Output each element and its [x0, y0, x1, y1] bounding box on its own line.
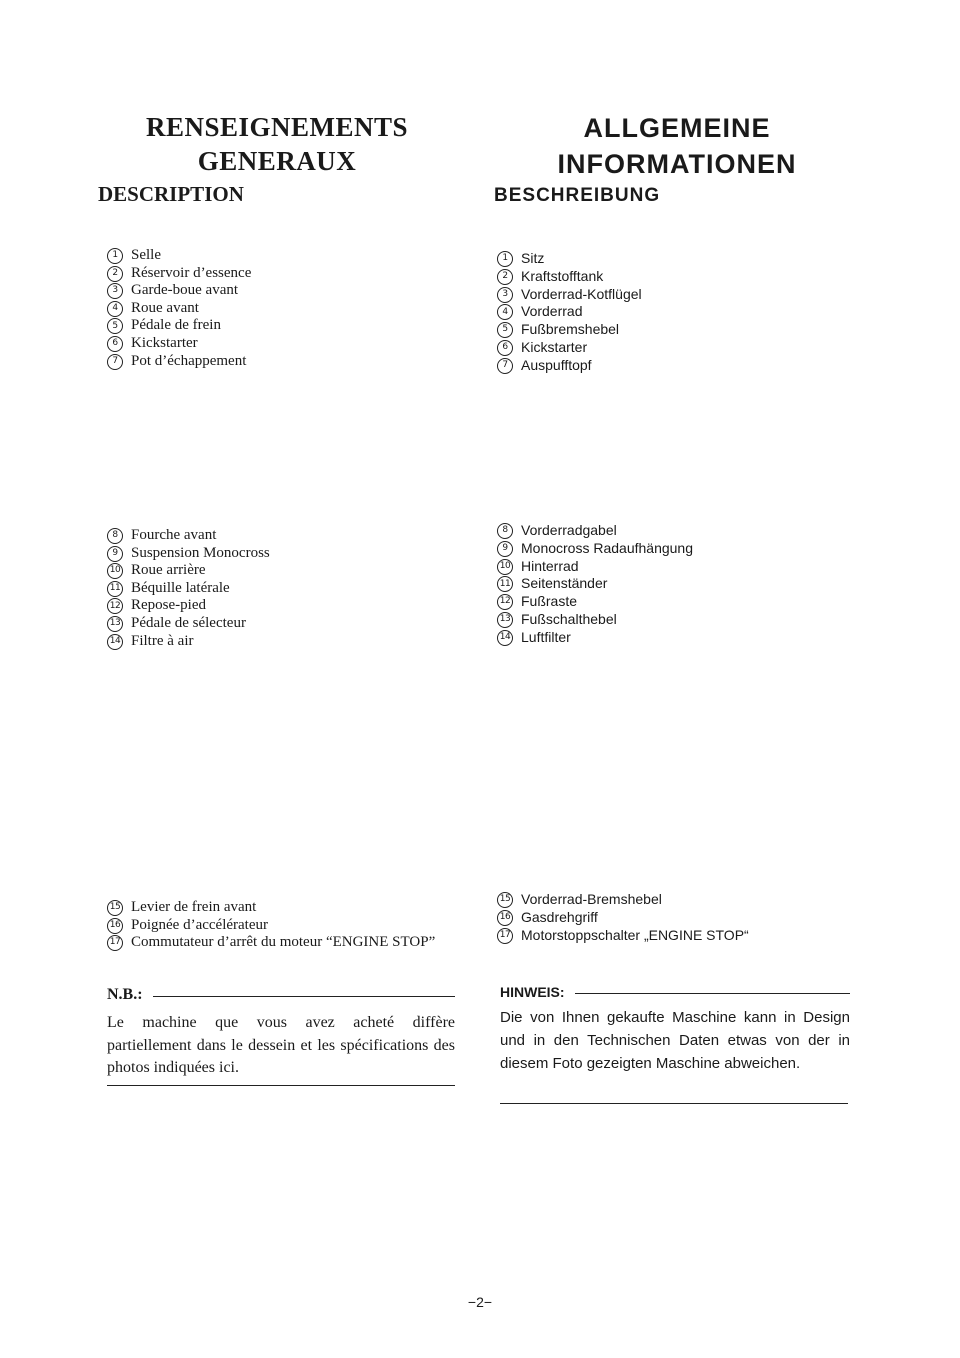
legend-item	[107, 562, 270, 580]
callout-number-icon: 11	[107, 581, 123, 597]
french-note-heading	[107, 986, 455, 1004]
legend-item	[497, 629, 693, 647]
legend-item	[107, 317, 251, 335]
divider	[500, 1103, 848, 1104]
legend-label: Fußraste	[521, 593, 578, 610]
callout-number-icon: 1	[497, 251, 513, 267]
legend-item	[497, 339, 642, 357]
legend-label: Hinterrad	[521, 557, 579, 574]
legend-label: Pédale de sélecteur	[131, 614, 246, 631]
legend-item	[497, 321, 642, 339]
legend-label: Vorderrad	[521, 303, 583, 320]
callout-number-icon: 8	[497, 523, 513, 539]
callout-number-icon: 14	[107, 634, 123, 650]
callout-number-icon: 17	[107, 935, 123, 951]
german-title-line-1: ALLGEMEINE	[583, 113, 771, 143]
legend-label: Poignée d’accélérateur	[131, 916, 268, 933]
legend-item	[497, 891, 749, 909]
german-note-heading	[500, 984, 850, 1000]
callout-number-icon: 12	[497, 594, 513, 610]
legend-item	[497, 611, 693, 629]
callout-number-icon: 8	[107, 528, 123, 544]
legend-label: Réservoir d’essence	[131, 264, 252, 281]
german-legend-group-3	[497, 891, 749, 944]
legend-label: Sitz	[521, 250, 545, 266]
legend-label: Selle	[131, 247, 161, 263]
legend-item	[497, 522, 693, 540]
legend-label: Seitenständer	[521, 575, 608, 592]
german-note-text: Die von Ihnen gekaufte Maschine kann in Design und in den Technischen Daten etwas von der in diesem Foto gezeigten Maschine abweichen.	[500, 1009, 850, 1072]
french-legend-group-3	[107, 899, 455, 952]
callout-number-icon: 15	[497, 892, 513, 908]
callout-number-icon: 11	[497, 576, 513, 592]
legend-label: Auspufftopf	[521, 356, 592, 373]
callout-number-icon: 7	[497, 358, 513, 374]
legend-label: Gasdrehgriff	[521, 908, 598, 925]
legend-label: Roue arrière	[131, 562, 206, 579]
divider	[107, 1085, 455, 1086]
callout-number-icon: 10	[107, 563, 123, 579]
legend-item	[497, 268, 642, 286]
legend-item	[107, 934, 455, 952]
legend-label: Fourche avant	[131, 527, 217, 543]
french-legend-group-2	[107, 527, 270, 650]
legend-label: Fußbremshebel	[521, 321, 620, 338]
callout-number-icon: 3	[107, 283, 123, 299]
legend-item	[497, 250, 642, 268]
legend-label: Levier de frein avant	[131, 899, 257, 915]
legend-item	[497, 593, 693, 611]
legend-item	[107, 282, 251, 300]
legend-item	[107, 335, 251, 353]
legend-label: Kickstarter	[521, 338, 588, 355]
callout-number-icon: 5	[497, 322, 513, 338]
legend-item	[497, 909, 749, 927]
callout-number-icon: 16	[497, 910, 513, 926]
callout-number-icon: 6	[107, 336, 123, 352]
legend-item	[107, 597, 270, 615]
callout-number-icon: 17	[497, 928, 513, 944]
legend-label: Repose-pied	[131, 597, 206, 614]
divider	[153, 996, 455, 997]
legend-label: Motorstoppschalter „ENGINE STOP“	[521, 926, 749, 943]
german-title-line-2: INFORMATIONEN	[557, 149, 797, 179]
french-title-line-1: RENSEIGNEMENTS	[145, 112, 409, 142]
legend-label: Luftfilter	[521, 628, 571, 645]
legend-item	[107, 300, 251, 318]
callout-number-icon: 4	[497, 304, 513, 320]
german-legend-group-1	[497, 250, 642, 375]
callout-number-icon: 2	[107, 266, 123, 282]
callout-number-icon: 9	[107, 546, 123, 562]
legend-label: Suspension Monocross	[131, 544, 270, 561]
callout-number-icon: 9	[497, 541, 513, 557]
callout-number-icon: 5	[107, 318, 123, 334]
legend-label: Vorderrad-Bremshebel	[521, 891, 662, 907]
callout-number-icon: 3	[497, 287, 513, 303]
legend-item	[107, 633, 270, 651]
callout-number-icon: 16	[107, 918, 123, 934]
callout-number-icon: 14	[497, 630, 513, 646]
callout-number-icon: 12	[107, 598, 123, 614]
german-subtitle: BESCHREIBUNG	[494, 185, 661, 206]
legend-item	[497, 558, 693, 576]
german-legend-group-2	[497, 522, 693, 647]
german-note-label: HINWEIS:	[500, 984, 565, 1000]
french-subtitle: DESCRIPTION	[98, 182, 244, 206]
legend-label: Vorderrad-Kotflügel	[521, 285, 642, 302]
legend-item	[107, 265, 251, 283]
callout-number-icon: 6	[497, 340, 513, 356]
callout-number-icon: 15	[107, 900, 123, 916]
french-note-text: Le machine que vous avez acheté diffère partiellement dans le dessein et les spécifications des photos indiquées ici.	[107, 1014, 455, 1076]
legend-item	[107, 527, 270, 545]
legend-item	[497, 540, 693, 558]
callout-number-icon: 13	[497, 612, 513, 628]
legend-item	[497, 575, 693, 593]
legend-label: Vorderradgabel	[521, 522, 617, 538]
legend-item	[497, 357, 642, 375]
callout-number-icon: 1	[107, 248, 123, 264]
legend-label: Pot d’échappement	[131, 352, 247, 369]
legend-label: Roue avant	[131, 299, 199, 316]
legend-item	[107, 615, 270, 633]
legend-item	[107, 580, 270, 598]
legend-label: Kickstarter	[131, 334, 198, 351]
legend-item	[497, 303, 642, 321]
callout-number-icon: 4	[107, 301, 123, 317]
french-legend-group-1	[107, 247, 251, 370]
french-title	[98, 110, 456, 178]
french-title-line-2: GENERAUX	[197, 146, 357, 176]
legend-item	[107, 899, 455, 917]
legend-label: Garde-boue avant	[131, 282, 239, 299]
legend-label: Commutateur d’arrêt du moteur “ENGINE STOP”	[131, 934, 436, 951]
divider	[575, 993, 850, 994]
french-note-label: N.B.:	[107, 986, 143, 1003]
legend-item	[107, 545, 270, 563]
legend-item	[497, 927, 749, 945]
callout-number-icon: 13	[107, 616, 123, 632]
legend-label: Kraftstofftank	[521, 267, 604, 284]
legend-label: Pédale de frein	[131, 317, 221, 334]
callout-number-icon: 7	[107, 354, 123, 370]
legend-label: Monocross Radaufhängung	[521, 539, 694, 556]
legend-item	[497, 286, 642, 304]
legend-label: Fußschalthebel	[521, 610, 617, 627]
legend-label: Béquille latérale	[131, 579, 230, 596]
legend-item	[107, 247, 251, 265]
legend-item	[107, 917, 455, 935]
german-title	[497, 110, 857, 182]
legend-label: Filtre à air	[131, 632, 194, 649]
page-number: −2−	[467, 1294, 493, 1310]
legend-item	[107, 353, 251, 371]
callout-number-icon: 2	[497, 269, 513, 285]
callout-number-icon: 10	[497, 559, 513, 575]
